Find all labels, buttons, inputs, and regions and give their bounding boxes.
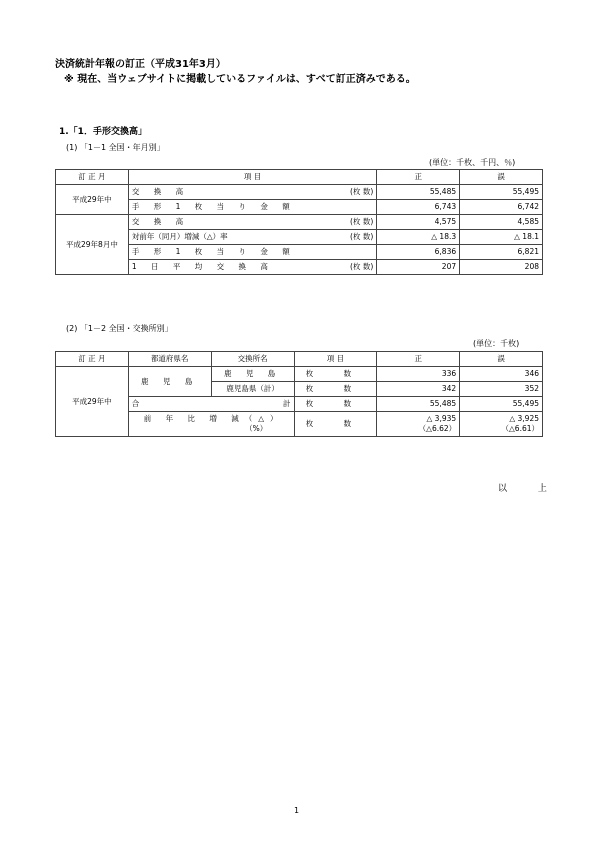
- wrong-value: 352: [460, 382, 543, 397]
- table-row: [56, 230, 543, 245]
- table1-unit: (単位：千枚、千円、％): [429, 158, 516, 167]
- item-cell: 交 換 高 (枚 数): [128, 215, 376, 230]
- table-row: [56, 185, 543, 200]
- item-cell: 手 形 1 枚 当 り 金 額: [128, 200, 376, 215]
- correct-value: 6,836: [377, 245, 460, 260]
- header-item: 項 目: [294, 352, 377, 367]
- table-row: [56, 200, 543, 215]
- correct-value: △ 18.3: [377, 230, 460, 245]
- wrong-value: 6,821: [460, 245, 543, 260]
- item-cell: 枚 数: [294, 382, 377, 397]
- office-cell: 鹿 児 島: [211, 367, 294, 382]
- header-item: 項 目: [128, 170, 376, 185]
- notice-text: ※ 現在、当ウェブサイトに掲載しているファイルは、すべて訂正済みである。: [64, 74, 416, 85]
- header-pref: 都道府県名: [128, 352, 211, 367]
- table-row: [56, 245, 543, 260]
- subsection-1-label: (1) 「1－1 全国・年月別」: [66, 143, 165, 152]
- header-correct: 正: [377, 352, 460, 367]
- correct-value: 55,485: [377, 185, 460, 200]
- header-wrong: 誤: [460, 170, 543, 185]
- item-cell: 対前年（同月）増減（△）率 (枚 数): [128, 230, 376, 245]
- document-title: 決済統計年報の訂正（平成31年3月）: [55, 59, 226, 70]
- month-cell: 平成29年中: [56, 185, 129, 215]
- header-wrong: 誤: [460, 352, 543, 367]
- correct-value: 4,575: [377, 215, 460, 230]
- item-cell: 手 形 1 枚 当 り 金 額: [128, 245, 376, 260]
- wrong-value: 6,742: [460, 200, 543, 215]
- wrong-value: 55,495: [460, 397, 543, 412]
- section-heading: 1.「1．手形交換高」: [59, 127, 147, 137]
- subsection-2-label: (2) 「1－2 全国・交換所別」: [66, 324, 173, 333]
- header-month: 訂 正 月: [56, 352, 129, 367]
- correction-table-2: [55, 351, 543, 437]
- office-cell: 鹿児島県（計）: [211, 382, 294, 397]
- correct-value: 6,743: [377, 200, 460, 215]
- item-cell: 枚 数: [294, 412, 377, 437]
- table2-unit: (単位：千枚): [473, 339, 520, 348]
- wrong-value: △ 3,925 （△6.61）: [460, 412, 543, 437]
- table-row: [56, 260, 543, 275]
- table-row: [56, 397, 543, 412]
- correct-value: 207: [377, 260, 460, 275]
- month-cell: 平成29年8月中: [56, 215, 129, 275]
- table-row: [56, 412, 543, 437]
- table-row: [56, 367, 543, 382]
- item-cell: 交 換 高 (枚 数): [128, 185, 376, 200]
- wrong-value: 55,495: [460, 185, 543, 200]
- table-row: [56, 215, 543, 230]
- wrong-value: 4,585: [460, 215, 543, 230]
- header-office: 交換所名: [211, 352, 294, 367]
- table-header-row: [56, 352, 543, 367]
- change-cell: 前 年 比 増 減（△） （%）: [128, 412, 294, 437]
- correction-table-1: [55, 169, 543, 275]
- item-cell: 1 日 平 均 交 換 高 (枚 数): [128, 260, 376, 275]
- correct-value: 342: [377, 382, 460, 397]
- item-cell: 枚 数: [294, 397, 377, 412]
- wrong-value: 346: [460, 367, 543, 382]
- table-header-row: [56, 170, 543, 185]
- correct-value: 336: [377, 367, 460, 382]
- correct-value: △ 3,935 （△6.62）: [377, 412, 460, 437]
- closing-mark: 以 上: [498, 484, 561, 494]
- pref-cell: 鹿 児 島: [128, 367, 211, 397]
- total-cell: 合 計: [128, 397, 294, 412]
- month-cell: 平成29年中: [56, 367, 129, 437]
- page-number: 1: [294, 806, 300, 815]
- wrong-value: 208: [460, 260, 543, 275]
- wrong-value: △ 18.1: [460, 230, 543, 245]
- header-month: 訂 正 月: [56, 170, 129, 185]
- correct-value: 55,485: [377, 397, 460, 412]
- item-cell: 枚 数: [294, 367, 377, 382]
- header-correct: 正: [377, 170, 460, 185]
